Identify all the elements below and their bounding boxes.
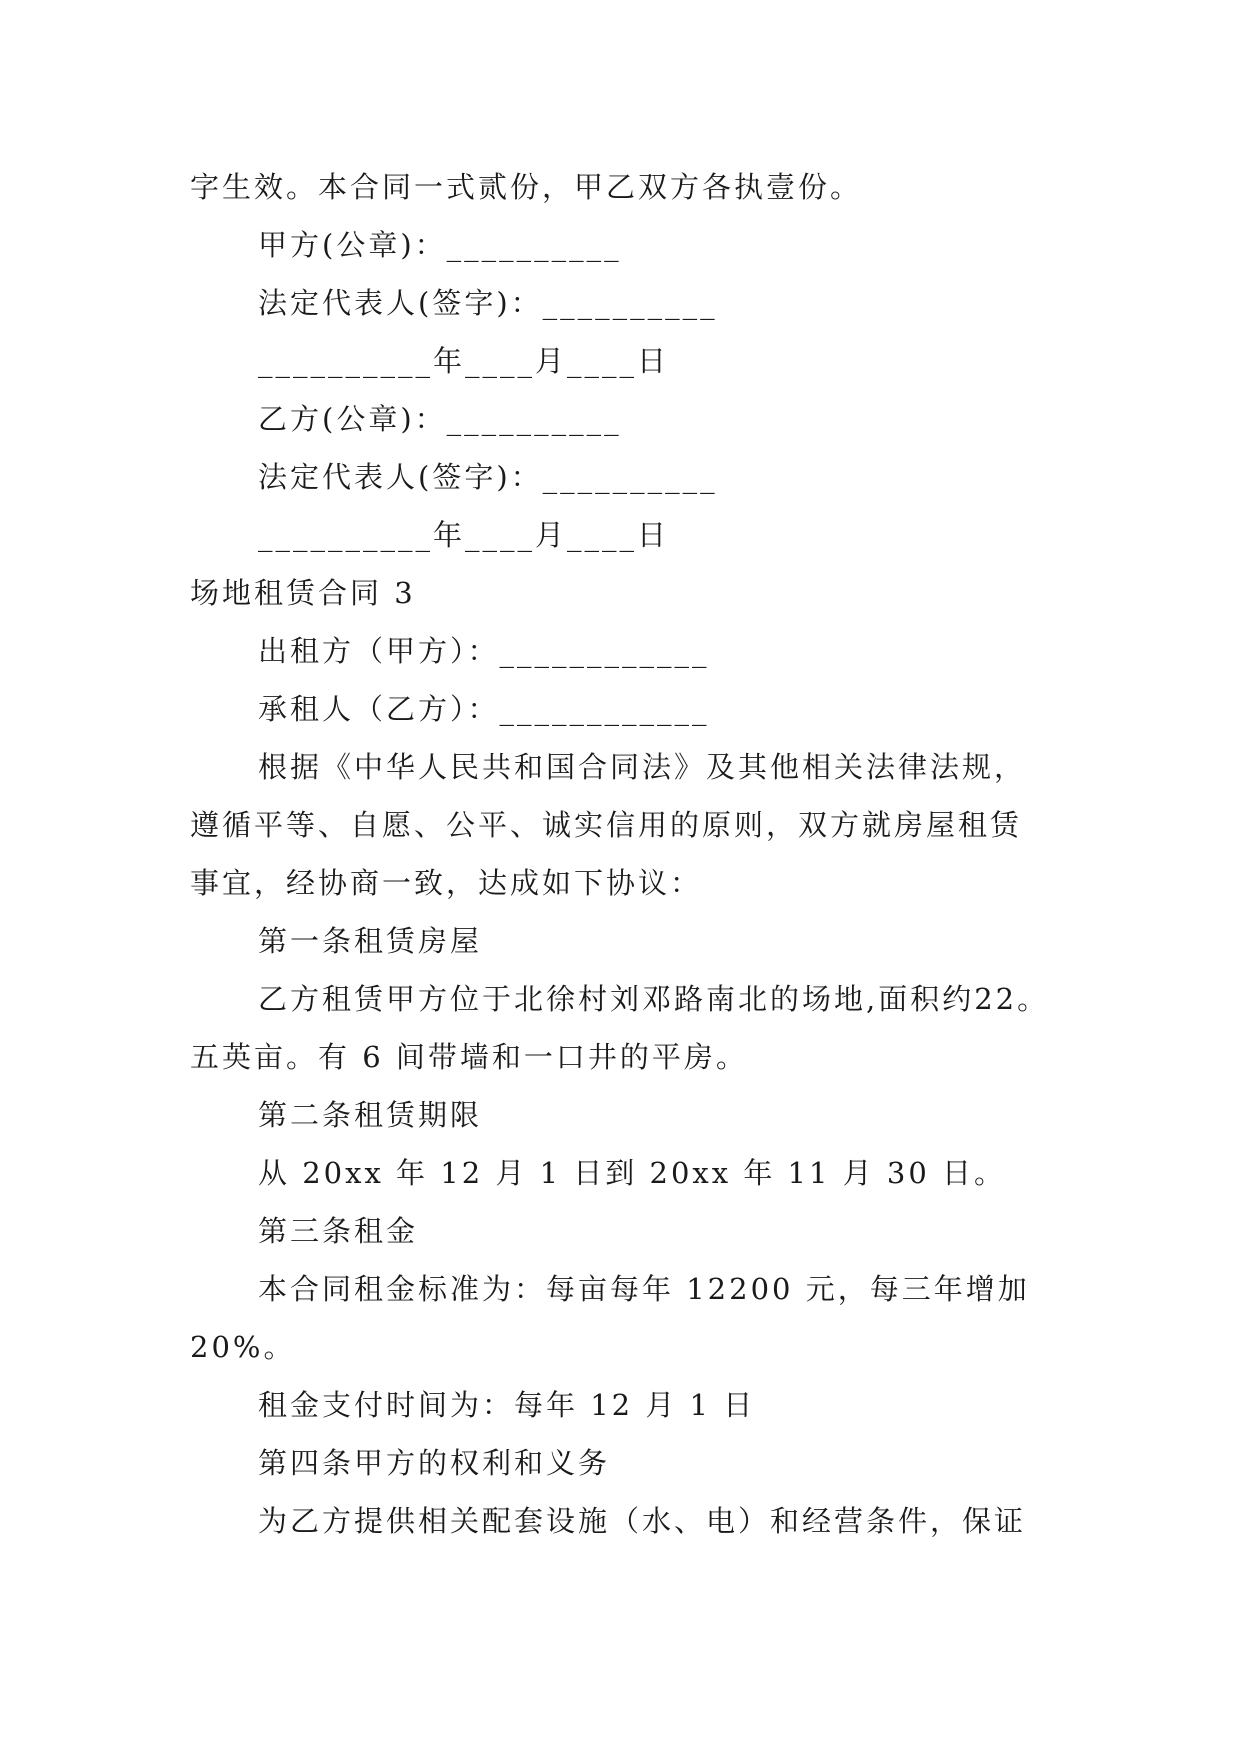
article-4-heading: 第四条甲方的权利和义务 — [258, 1446, 611, 1480]
lessee-line: 承租人（乙方）：____________ — [258, 692, 710, 726]
lessor-line: 出租方（甲方）：____________ — [258, 634, 710, 668]
article-3-heading: 第三条租金 — [258, 1214, 419, 1248]
text-line-continuation: 字生效。本合同一式贰份，甲乙双方各执壹份。 — [190, 170, 863, 204]
article-4-text-1: 为乙方提供相关配套设施（水、电）和经营条件，保证 — [258, 1504, 1027, 1538]
article-3-text-2: 20%。 — [190, 1330, 296, 1364]
preamble-line-3: 事宜，经协商一致，达成如下协议： — [190, 866, 703, 900]
party-a-representative-line: 法定代表人(签字)：__________ — [258, 286, 718, 320]
article-2-text: 从 20xx 年 12 月 1 日到 20xx 年 11 月 30 日。 — [258, 1156, 1006, 1190]
preamble-line-2: 遵循平等、自愿、公平、诚实信用的原则，双方就房屋租赁 — [190, 808, 1023, 842]
party-b-seal-line: 乙方(公章)：__________ — [258, 402, 622, 436]
article-2-heading: 第二条租赁期限 — [258, 1098, 483, 1132]
article-1-text-1: 乙方租赁甲方位于北徐村刘邓路南北的场地,面积约22。 — [258, 982, 1050, 1016]
article-3-text-1: 本合同租金标准为：每亩每年 12200 元，每三年增加 — [258, 1272, 1030, 1306]
party-b-date-line: __________年____月____日 — [258, 518, 670, 552]
preamble-line-1: 根据《中华人民共和国合同法》及其他相关法律法规， — [258, 750, 1027, 784]
party-a-seal-line: 甲方(公章)：__________ — [258, 228, 622, 262]
party-b-representative-line: 法定代表人(签字)：__________ — [258, 460, 718, 494]
contract-title: 场地租赁合同 3 — [190, 576, 416, 610]
article-3-payment-time: 租金支付时间为：每年 12 月 1 日 — [258, 1388, 756, 1422]
article-1-text-2: 五英亩。有 6 间带墙和一口井的平房。 — [190, 1040, 748, 1074]
party-a-date-line: __________年____月____日 — [258, 344, 670, 378]
article-1-heading: 第一条租赁房屋 — [258, 924, 483, 958]
